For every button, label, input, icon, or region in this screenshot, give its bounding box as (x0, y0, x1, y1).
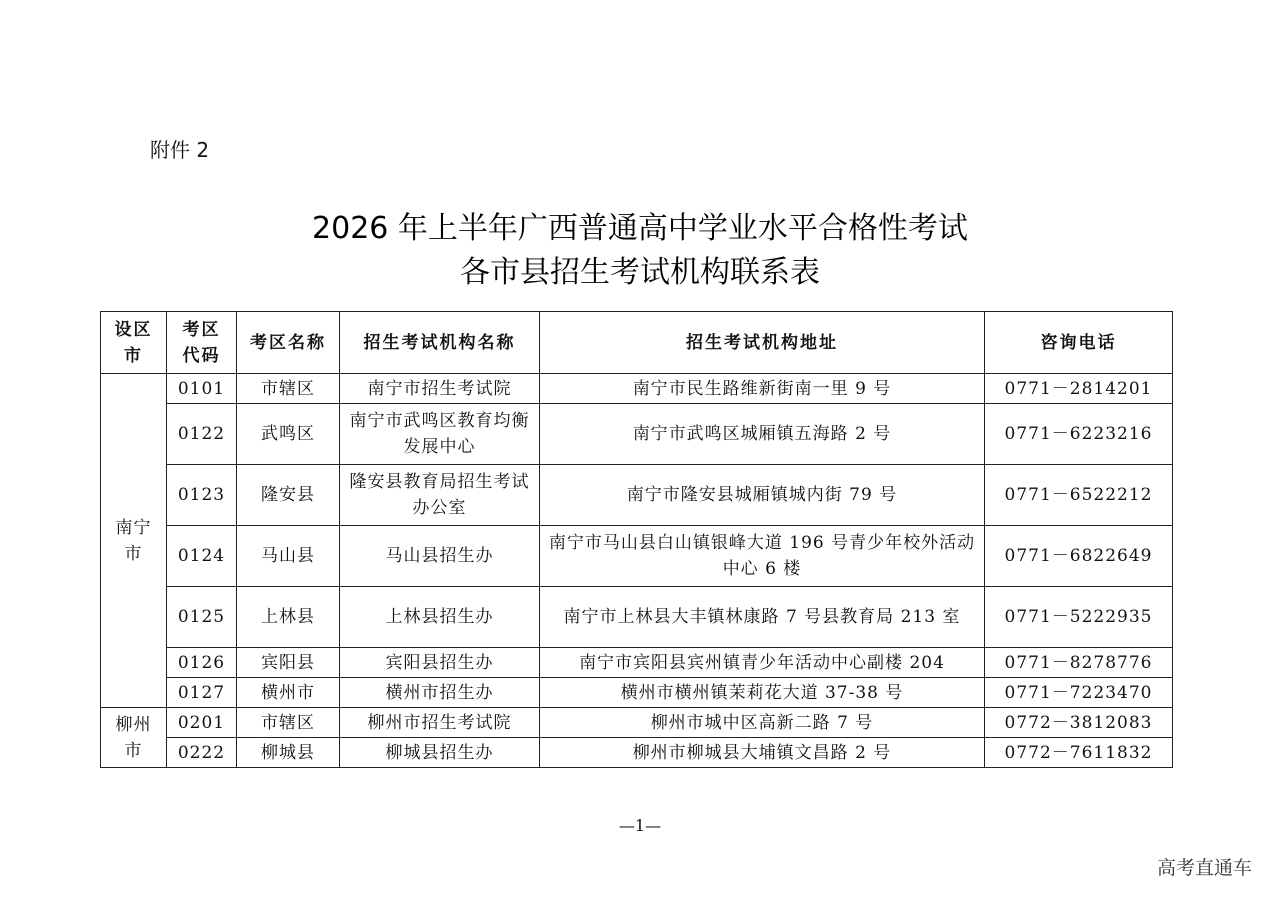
institution-cell: 南宁市武鸣区教育均衡发展中心 (340, 404, 540, 465)
institution-cell: 上林县招生办 (340, 587, 540, 648)
page-number: —1— (618, 816, 662, 835)
code-cell: 0126 (167, 648, 237, 678)
district-cell: 宾阳县 (237, 648, 340, 678)
address-cell: 柳州市城中区高新二路 7 号 (540, 708, 985, 738)
phone-cell: 0771－8278776 (985, 648, 1173, 678)
address-cell: 南宁市民生路维新街南一里 9 号 (540, 374, 985, 404)
table-row (101, 465, 1173, 526)
institution-cell: 南宁市招生考试院 (340, 374, 540, 404)
code-cell: 0124 (167, 526, 237, 587)
code-cell: 0101 (167, 374, 237, 404)
document-title-line2: 各市县招生考试机构联系表 (460, 255, 820, 290)
phone-cell: 0772－7611832 (985, 738, 1173, 768)
institution-cell: 宾阳县招生办 (340, 648, 540, 678)
header-address: 招生考试机构地址 (540, 312, 985, 374)
district-cell: 柳城县 (237, 738, 340, 768)
phone-cell: 0771－6822649 (985, 526, 1173, 587)
watermark: 高考直通车 (1156, 857, 1252, 879)
institution-cell: 隆安县教育局招生考试办公室 (340, 465, 540, 526)
table-row (101, 738, 1173, 768)
table-row (101, 404, 1173, 465)
table-row (101, 678, 1173, 708)
code-cell: 0122 (167, 404, 237, 465)
phone-cell: 0772－3812083 (985, 708, 1173, 738)
code-cell: 0222 (167, 738, 237, 768)
header-city: 设区 市 (101, 312, 167, 374)
district-cell: 市辖区 (237, 374, 340, 404)
district-cell: 隆安县 (237, 465, 340, 526)
code-cell: 0125 (167, 587, 237, 648)
address-cell: 南宁市武鸣区城厢镇五海路 2 号 (540, 404, 985, 465)
institution-cell: 马山县招生办 (340, 526, 540, 587)
table-row (101, 708, 1173, 738)
address-cell: 南宁市上林县大丰镇林康路 7 号县教育局 213 室 (540, 587, 985, 648)
contact-table (100, 311, 1173, 768)
address-cell: 横州市横州镇茉莉花大道 37-38 号 (540, 678, 985, 708)
code-cell: 0123 (167, 465, 237, 526)
header-phone: 咨询电话 (985, 312, 1173, 374)
phone-cell: 0771－2814201 (985, 374, 1173, 404)
address-cell: 南宁市宾阳县宾州镇青少年活动中心副楼 204 (540, 648, 985, 678)
table-row (101, 374, 1173, 404)
header-code: 考区 代码 (167, 312, 237, 374)
city-cell: 南宁 市 (101, 374, 167, 708)
district-cell: 市辖区 (237, 708, 340, 738)
address-cell: 南宁市马山县白山镇银峰大道 196 号青少年校外活动中心 6 楼 (540, 526, 985, 587)
table-header-row (101, 312, 1173, 374)
table-row (101, 587, 1173, 648)
code-cell: 0201 (167, 708, 237, 738)
header-district: 考区名称 (237, 312, 340, 374)
table-row (101, 648, 1173, 678)
district-cell: 马山县 (237, 526, 340, 587)
code-cell: 0127 (167, 678, 237, 708)
document-title-line1: 2026 年上半年广西普通高中学业水平合格性考试 (312, 211, 968, 246)
district-cell: 横州市 (237, 678, 340, 708)
district-cell: 武鸣区 (237, 404, 340, 465)
attachment-label: 附件 2 (150, 138, 210, 162)
institution-cell: 柳州市招生考试院 (340, 708, 540, 738)
district-cell: 上林县 (237, 587, 340, 648)
header-institution: 招生考试机构名称 (340, 312, 540, 374)
institution-cell: 柳城县招生办 (340, 738, 540, 768)
phone-cell: 0771－6223216 (985, 404, 1173, 465)
phone-cell: 0771－6522212 (985, 465, 1173, 526)
city-cell: 柳州 市 (101, 708, 167, 768)
address-cell: 柳州市柳城县大埔镇文昌路 2 号 (540, 738, 985, 768)
institution-cell: 横州市招生办 (340, 678, 540, 708)
phone-cell: 0771－5222935 (985, 587, 1173, 648)
phone-cell: 0771－7223470 (985, 678, 1173, 708)
address-cell: 南宁市隆安县城厢镇城内街 79 号 (540, 465, 985, 526)
table-row (101, 526, 1173, 587)
